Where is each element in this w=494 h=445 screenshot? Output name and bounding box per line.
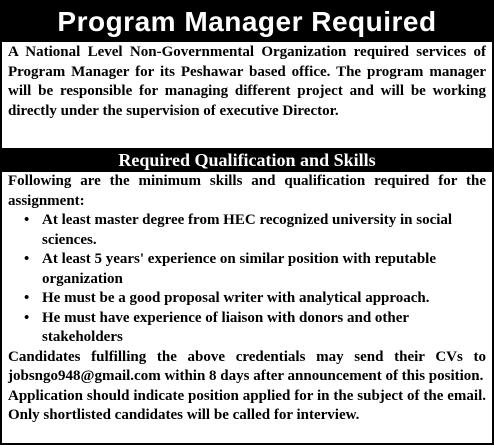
requirements-list — [8, 211, 486, 348]
application-note: Application should indicate position applied for in the subject of the email. Only shortlisted candidates will be called for interview. — [8, 387, 486, 423]
list-item — [22, 211, 486, 250]
intro-paragraph: A National Level Non-Governmental Organization required services of Program Manager for its Peshawar based office. The program manager will be responsible for managing different project and will be working directly under the supervision of executive Director. — [8, 44, 486, 119]
bullet-icon: • — [24, 309, 30, 326]
application-instructions: Candidates fulfilling the above credentials may send their CVs to jobsngo948@gmail.com within 8 days after announcement of this position. — [8, 348, 486, 384]
list-item — [22, 250, 486, 289]
qualification-body — [8, 172, 486, 426]
bullet-icon: • — [24, 290, 30, 306]
ad-title: Program Manager Required — [2, 2, 492, 42]
section-heading: Required Qualification and Skills — [2, 148, 492, 172]
list-item — [22, 289, 486, 309]
bullet-icon: • — [24, 251, 30, 267]
list-item-text: He must be a good proposal writer with analytical approach. — [42, 290, 430, 306]
list-item-text: At least 5 years' experience on similar position with reputable organization — [42, 251, 436, 287]
bullet-icon: • — [24, 212, 30, 228]
list-item — [22, 309, 486, 348]
requirements-lead: Following are the minimum skills and qualification required for the assignment: — [8, 173, 486, 209]
list-item-text: He must have experience of liaison with donors and other stakeholders — [42, 309, 409, 345]
list-item-text: At least master degree from HEC recognized university in social sciences. — [42, 212, 453, 248]
